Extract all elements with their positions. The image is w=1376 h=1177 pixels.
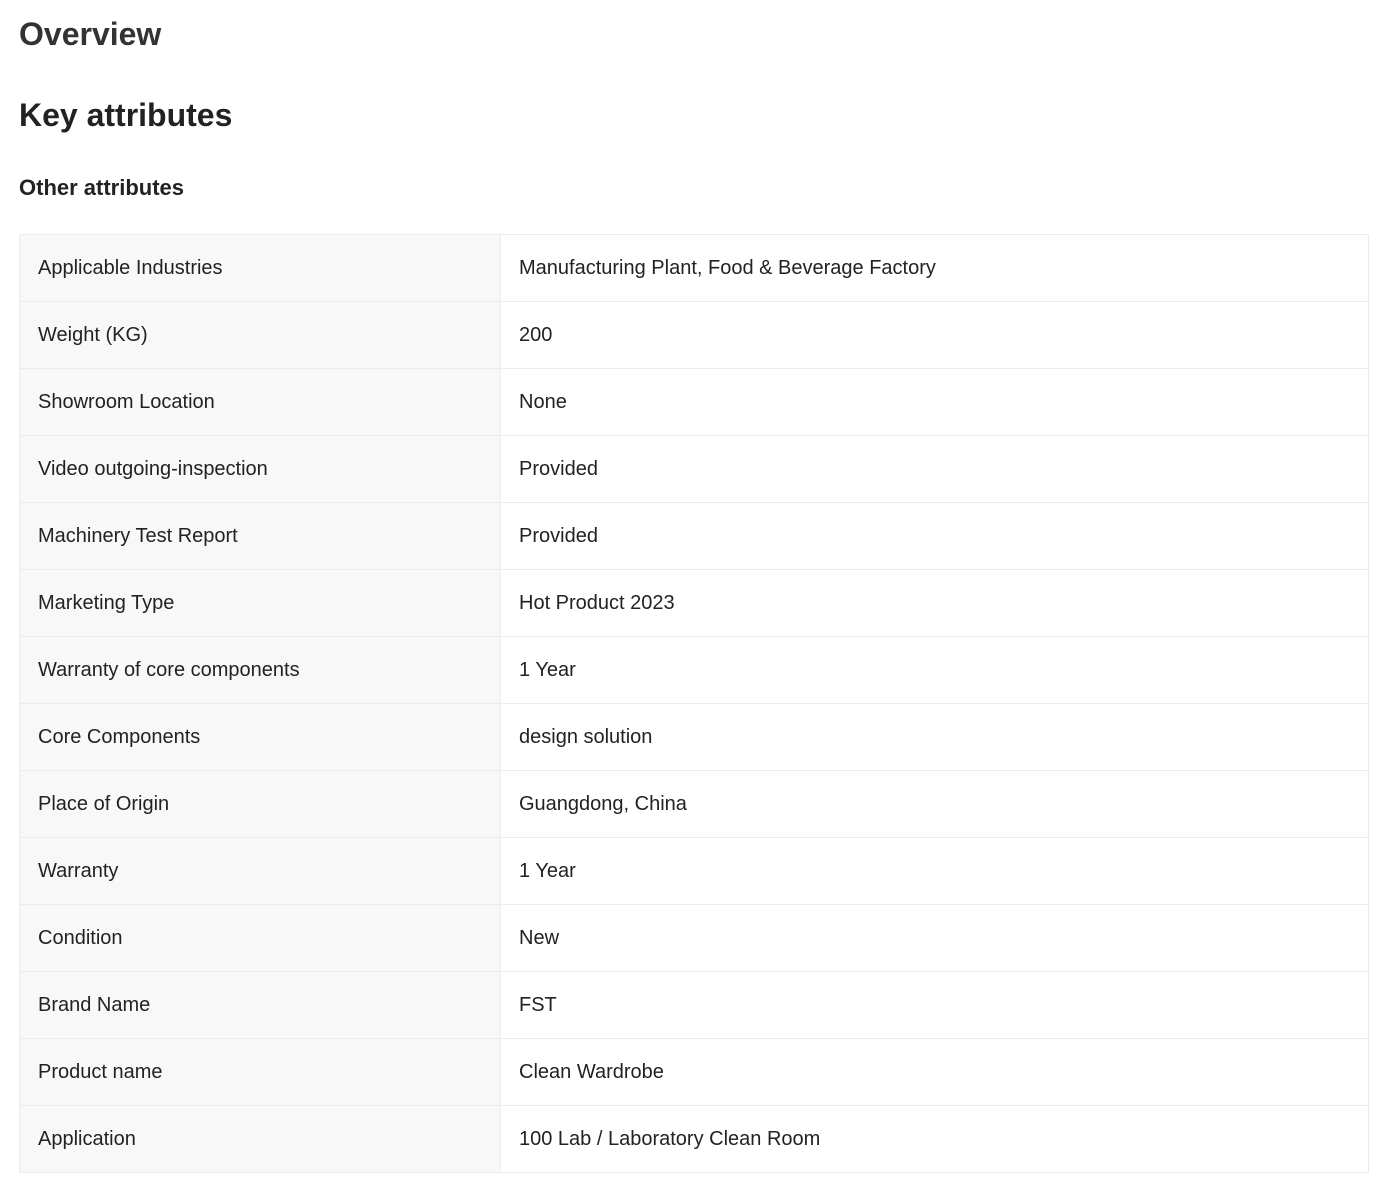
- attribute-value: Clean Wardrobe: [501, 1039, 1369, 1106]
- attribute-value: None: [501, 369, 1369, 436]
- attribute-row: [20, 972, 1369, 1039]
- attribute-row: [20, 503, 1369, 570]
- attribute-label: Application: [20, 1106, 501, 1173]
- attribute-value: FST: [501, 972, 1369, 1039]
- attribute-label: Warranty: [20, 838, 501, 905]
- attribute-row: [20, 1106, 1369, 1173]
- attribute-row: [20, 637, 1369, 704]
- attribute-label: Brand Name: [20, 972, 501, 1039]
- attribute-value: design solution: [501, 704, 1369, 771]
- attribute-label: Warranty of core components: [20, 637, 501, 704]
- attribute-value: Hot Product 2023: [501, 570, 1369, 637]
- attribute-label: Weight (KG): [20, 302, 501, 369]
- attribute-label: Condition: [20, 905, 501, 972]
- attribute-row: [20, 570, 1369, 637]
- attribute-row: [20, 704, 1369, 771]
- attribute-value: Guangdong, China: [501, 771, 1369, 838]
- attribute-label: Core Components: [20, 704, 501, 771]
- attribute-value: Provided: [501, 503, 1369, 570]
- attribute-value: New: [501, 905, 1369, 972]
- attribute-label: Marketing Type: [20, 570, 501, 637]
- attribute-label: Product name: [20, 1039, 501, 1106]
- attribute-value: Manufacturing Plant, Food & Beverage Factory: [501, 235, 1369, 302]
- attribute-label: Applicable Industries: [20, 235, 501, 302]
- attribute-value: 1 Year: [501, 637, 1369, 704]
- attribute-label: Place of Origin: [20, 771, 501, 838]
- attribute-row: [20, 369, 1369, 436]
- overview-heading: Overview: [19, 16, 162, 52]
- other-attributes-table: [19, 234, 1369, 1173]
- key-attributes-heading: Key attributes: [19, 97, 233, 133]
- attribute-value: 100 Lab / Laboratory Clean Room: [501, 1106, 1369, 1173]
- other-attributes-heading: Other attributes: [19, 175, 185, 200]
- attribute-row: [20, 436, 1369, 503]
- attribute-value: 200: [501, 302, 1369, 369]
- attribute-row: [20, 302, 1369, 369]
- attribute-label: Video outgoing-inspection: [20, 436, 501, 503]
- attribute-row: [20, 235, 1369, 302]
- attribute-value: 1 Year: [501, 838, 1369, 905]
- attribute-row: [20, 838, 1369, 905]
- attribute-label: Showroom Location: [20, 369, 501, 436]
- attribute-value: Provided: [501, 436, 1369, 503]
- attribute-label: Machinery Test Report: [20, 503, 501, 570]
- attribute-row: [20, 1039, 1369, 1106]
- attribute-row: [20, 905, 1369, 972]
- attribute-row: [20, 771, 1369, 838]
